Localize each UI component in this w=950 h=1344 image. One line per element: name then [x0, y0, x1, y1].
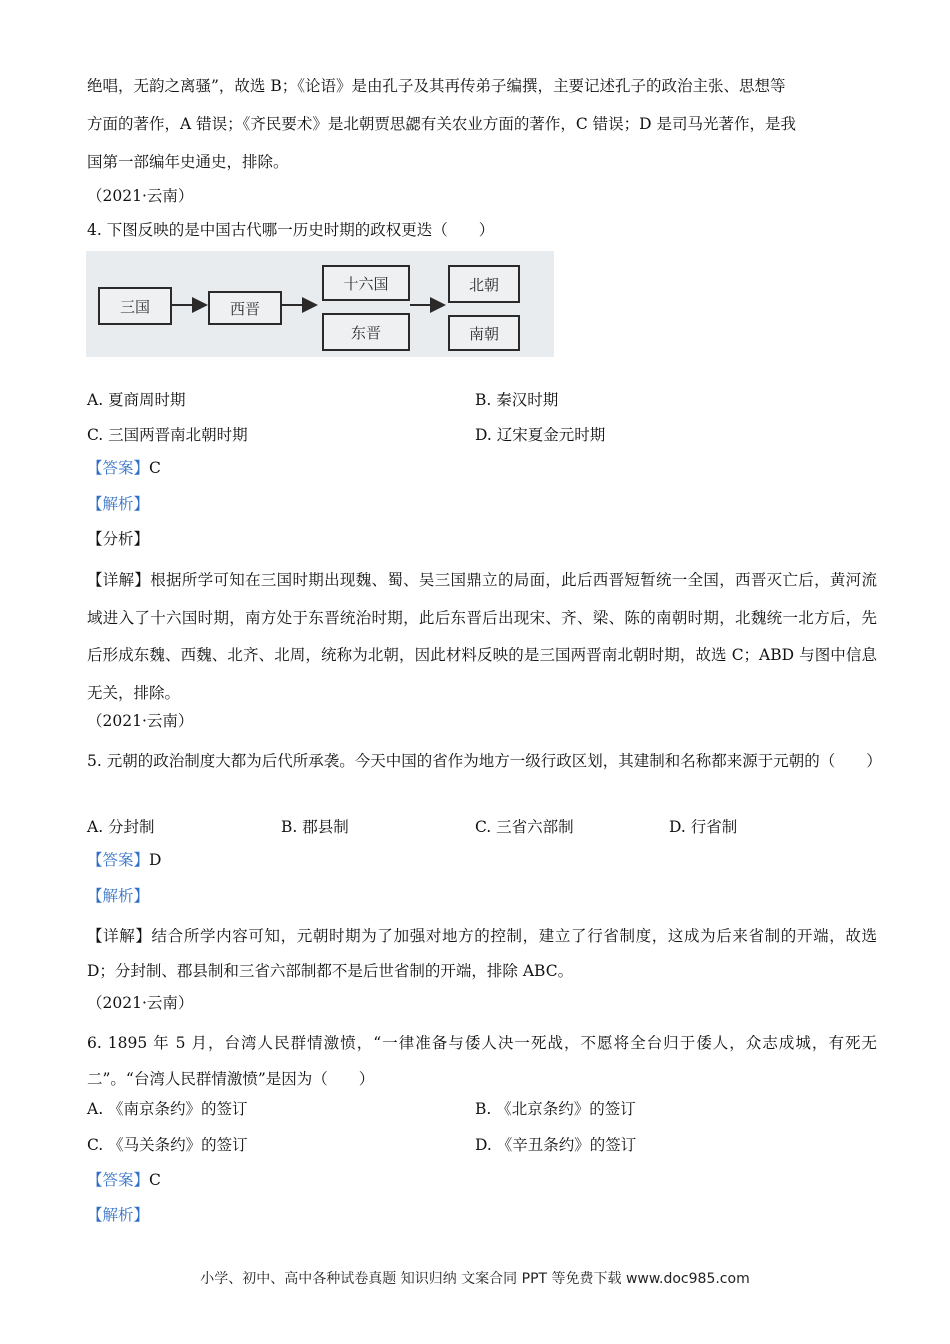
q4-stem: 4. 下图反映的是中国古代哪一历史时期的政权更迭（ ）: [87, 221, 495, 239]
q5-jiexi-tag: 【解析】: [87, 887, 150, 905]
q6-option-a: A. 《南京条约》的签订: [87, 1100, 248, 1118]
q6-source: （2021·云南）: [87, 994, 194, 1012]
q4-option-b: B. 秦汉时期: [475, 391, 559, 409]
q4-answer: [87, 456, 161, 480]
q6-option-c: C. 《马关条约》的签订: [87, 1136, 248, 1154]
box-shiliuguo: 十六国: [322, 265, 410, 301]
answer-value: D: [149, 851, 162, 869]
prev-text-line-3: 国第一部编年史通史，排除。: [87, 153, 289, 171]
q6-option-b: B. 《北京条约》的签订: [475, 1100, 636, 1118]
q5-stem: 5. 元朝的政治制度大都为后代所承袭。今天中国的省作为地方一级行政区划，其建制和名称都来源于元朝的（ ）: [87, 752, 882, 770]
box-nanchao: 南朝: [448, 315, 520, 351]
q4-option-d: D. 辽宋夏金元时期: [475, 426, 606, 444]
prev-text-line-2: 方面的著作，A 错误；《齐民要术》是北朝贾思勰有关农业方面的著作，C 错误；D 是司马光著作，是我: [87, 115, 797, 133]
q4-option-a: A. 夏商周时期: [87, 391, 186, 409]
q4-source: （2021·云南）: [87, 187, 194, 205]
q5-option-b: B. 郡县制: [281, 818, 349, 836]
page-footer: 小学、初中、高中各种试卷真题 知识归纳 文案合同 PPT 等免费下载 www.doc985.com: [200, 1271, 750, 1287]
dynasty-flow-diagram: [86, 251, 554, 357]
box-beichao: 北朝: [448, 265, 520, 303]
prev-text-line-1: 绝唱，无韵之离骚”，故选 B；《论语》是由孔子及其再传弟子编撰，主要记述孔子的政治主张、思想等: [87, 77, 786, 95]
box-xijin: 西晋: [208, 291, 282, 325]
q5-option-a: A. 分封制: [87, 818, 155, 836]
q6-option-d: D. 《辛丑条约》的签订: [475, 1136, 637, 1154]
q5-answer: [87, 848, 161, 872]
q4-option-c: C. 三国两晋南北朝时期: [87, 426, 248, 444]
box-dongjin: 东晋: [322, 313, 410, 351]
detail-tag: 【详解】: [87, 571, 151, 589]
q4-detail: [87, 562, 877, 712]
q4-fenxi-tag: 【分析】: [87, 530, 150, 548]
answer-tag: 【答案】: [87, 459, 150, 477]
q5-option-c: C. 三省六部制: [475, 818, 574, 836]
answer-tag: 【答案】: [87, 1171, 150, 1189]
answer-value: C: [149, 1171, 161, 1189]
detail-text: 结合所学内容可知，元朝时期为了加强对地方的控制，建立了行省制度，这成为后来省制的开端，故选 D；分封制、郡县制和三省六部制都不是后世省制的开端，排除 ABC。: [87, 927, 877, 980]
q5-detail: [87, 919, 877, 989]
detail-tag: 【详解】: [87, 927, 152, 945]
q6-answer: [87, 1168, 161, 1192]
q5-option-d: D. 行省制: [669, 818, 738, 836]
q6-jiexi-tag: 【解析】: [87, 1206, 150, 1224]
box-sanguo: 三国: [98, 287, 172, 325]
detail-text: 根据所学可知在三国时期出现魏、蜀、吴三国鼎立的局面，此后西晋短暂统一全国，西晋灭亡后，黄河流域进入了十六国时期，南方处于东晋统治时期，此后东晋后出现宋、齐、梁、陈的南朝时期，北魏统一北方后，先后形成东魏、西魏、北齐、北周，统称为北朝，因此材料反映的是三国两晋南北朝时期，故选 C；ABD 与图中信息无关，排除。: [87, 571, 877, 702]
answer-value: C: [149, 459, 161, 477]
q5-source: （2021·云南）: [87, 712, 194, 730]
answer-tag: 【答案】: [87, 851, 150, 869]
q6-stem: 6. 1895 年 5 月，台湾人民群情激愤，“一律准备与倭人决一死战，不愿将全台归于倭人，众志成城，有死无二”。“台湾人民群情激愤”是因为（ ）: [87, 1034, 877, 1088]
q4-jiexi-tag: 【解析】: [87, 495, 150, 513]
